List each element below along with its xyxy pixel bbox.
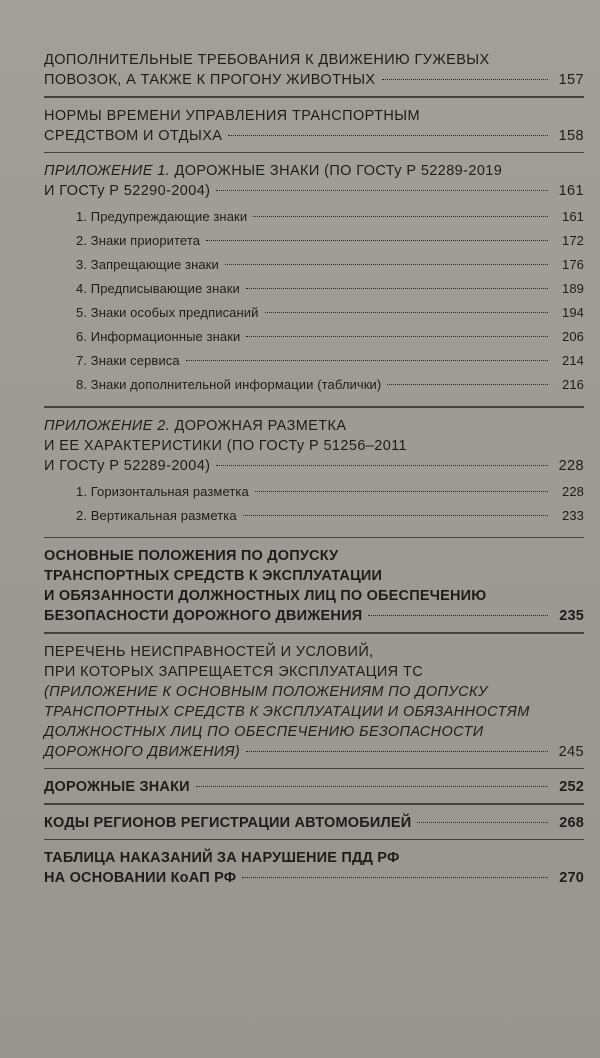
- toc-line: [44, 722, 584, 742]
- toc-subentry: [44, 279, 584, 299]
- toc-entry-title: [44, 777, 190, 797]
- toc-line: [44, 662, 584, 682]
- toc-line: [44, 586, 584, 606]
- toc-entry-title: [44, 722, 484, 742]
- page-number: 228: [558, 457, 584, 474]
- toc-line: [44, 682, 584, 702]
- toc-entry-title: 3. Запрещающие знаки: [76, 257, 219, 272]
- dot-leader: [253, 216, 548, 217]
- toc-entry-title: [44, 50, 490, 70]
- toc-entry: [44, 416, 584, 476]
- dot-leader: [216, 465, 548, 466]
- toc-entry: [44, 642, 584, 762]
- toc-entry: [44, 848, 584, 888]
- toc-line-text: ПЕРЕЧЕНЬ НЕИСПРАВНОСТЕЙ И УСЛОВИЙ,: [44, 643, 374, 660]
- page-number: 268: [559, 814, 584, 831]
- toc-entry-title: 5. Знаки особых предписаний: [76, 305, 259, 320]
- dot-leader: [265, 312, 548, 313]
- table-of-contents: [44, 50, 584, 894]
- page-number: 158: [558, 127, 584, 144]
- page-number: 270: [559, 870, 584, 886]
- toc-line-text: И ЕЕ ХАРАКТЕРИСТИКИ (ПО ГОСТу Р 51256–2011: [44, 437, 408, 454]
- toc-line: [44, 255, 584, 275]
- toc-line: [44, 742, 584, 762]
- toc-line-text: ПРИ КОТОРЫХ ЗАПРЕЩАЕТСЯ ЭКСПЛУАТАЦИЯ ТС: [44, 663, 424, 680]
- toc-line-text: И ГОСТу Р 52290-2004): [44, 183, 211, 199]
- toc-entry-title: [44, 416, 346, 436]
- toc-subentry: [44, 506, 584, 526]
- toc-line: [44, 303, 584, 323]
- toc-line-text: ТАБЛИЦА НАКАЗАНИЙ ЗА НАРУШЕНИЕ ПДД РФ: [44, 850, 400, 866]
- divider-line: [44, 839, 584, 841]
- page-number: 233: [562, 507, 584, 523]
- toc-line: [44, 207, 584, 227]
- toc-line: [44, 161, 584, 181]
- toc-line: [44, 702, 584, 722]
- toc-entry: [44, 161, 584, 201]
- dot-leader: [186, 360, 548, 361]
- toc-subentry: [44, 255, 584, 275]
- toc-entry-title: [44, 813, 411, 833]
- toc-entry-title: 2. Знаки приоритета: [76, 233, 201, 248]
- toc-entry-title: [44, 126, 222, 146]
- appendix-label: ПРИЛОЖЕНИЕ 2.: [44, 417, 171, 434]
- toc-entry: [44, 50, 584, 90]
- toc-line: [44, 436, 584, 456]
- toc-entry-title: [44, 742, 240, 762]
- page-number: 245: [558, 743, 584, 760]
- toc-subentry: [44, 482, 584, 502]
- page-number: 194: [562, 305, 584, 320]
- appendix-label: ПРИЛОЖЕНИЕ 1.: [44, 163, 171, 179]
- toc-line-text: НОРМЫ ВРЕМЕНИ УПРАВЛЕНИЯ ТРАНСПОРТНЫМ: [44, 107, 420, 124]
- toc-entry-title: 1. Предупреждающие знаки: [76, 209, 248, 224]
- toc-line: [44, 416, 584, 436]
- toc-entry-title: 4. Предписывающие знаки: [76, 281, 240, 296]
- dot-leader: [246, 751, 548, 752]
- page-number: 228: [562, 483, 584, 499]
- toc-entry-title: 2. Вертикальная разметка: [76, 507, 237, 523]
- toc-subentry: [44, 303, 584, 323]
- toc-entry-title: [44, 606, 362, 626]
- page-number: 206: [562, 329, 584, 344]
- toc-subentry: [44, 327, 584, 347]
- toc-entry-title: [44, 181, 210, 201]
- toc-line-text: ДОРОЖНАЯ РАЗМЕТКА: [170, 417, 347, 434]
- toc-line: [44, 351, 584, 371]
- dot-leader: [243, 515, 548, 516]
- toc-entry-title: 7. Знаки сервиса: [76, 353, 180, 368]
- page-number: 252: [559, 779, 584, 795]
- toc-entry-title: [44, 586, 486, 606]
- toc-line: [44, 327, 584, 347]
- toc-line: [44, 566, 584, 586]
- toc-line: [44, 456, 584, 476]
- toc-entry-title: [44, 106, 420, 126]
- toc-entry-title: [44, 642, 374, 662]
- toc-line: [44, 279, 584, 299]
- toc-entry-title: [44, 682, 488, 702]
- dot-leader: [225, 264, 548, 265]
- page-number: 161: [558, 183, 584, 199]
- toc-line-text: И ГОСТу Р 52289-2004): [44, 457, 211, 474]
- page-number: 214: [562, 353, 584, 368]
- toc-line-text: ТРАНСПОРТНЫХ СРЕДСТВ К ЭКСПЛУАТАЦИИ И ОБЯЗАННОСТЯМ: [44, 703, 530, 720]
- toc-subentry: [44, 375, 584, 395]
- toc-line: [44, 546, 584, 566]
- toc-entry-title: [44, 70, 376, 90]
- toc-line: [44, 181, 584, 201]
- toc-entry-title: [44, 848, 400, 868]
- toc-line-text: СРЕДСТВОМ И ОТДЫХА: [44, 127, 223, 144]
- page-number: 157: [558, 72, 584, 88]
- toc-line: [44, 848, 584, 868]
- toc-subentry: [44, 207, 584, 227]
- toc-line-text: ДОРОЖНОГО ДВИЖЕНИЯ): [44, 743, 241, 760]
- dot-leader: [206, 240, 548, 241]
- toc-line-text: (ПРИЛОЖЕНИЕ К ОСНОВНЫМ ПОЛОЖЕНИЯМ ПО ДОПУСКУ: [44, 683, 488, 700]
- page-number: 216: [562, 377, 584, 392]
- toc-entry-title: [44, 456, 210, 476]
- toc-line: [44, 70, 584, 90]
- toc-line: [44, 506, 584, 526]
- toc-subentry: [44, 351, 584, 371]
- toc-line-text: ДОРОЖНЫЕ ЗНАКИ: [44, 779, 190, 795]
- divider-line: [44, 406, 584, 408]
- toc-line-text: ТРАНСПОРТНЫХ СРЕДСТВ К ЭКСПЛУАТАЦИИ: [44, 568, 383, 584]
- toc-entry: [44, 813, 584, 833]
- toc-line-text: ОСНОВНЫЕ ПОЛОЖЕНИЯ ПО ДОПУСКУ: [44, 548, 339, 564]
- toc-entry-title: [44, 662, 423, 682]
- page-number: 235: [559, 608, 584, 624]
- page-number: 189: [562, 281, 584, 296]
- toc-entry-title: [44, 161, 502, 181]
- toc-entry-title: [44, 546, 338, 566]
- toc-line-text: ДОРОЖНЫЕ ЗНАКИ (ПО ГОСТу Р 52289-2019: [170, 163, 503, 179]
- toc-entry-title: [44, 868, 236, 888]
- divider-line: [44, 152, 584, 154]
- toc-line-text: БЕЗОПАСНОСТИ ДОРОЖНОГО ДВИЖЕНИЯ: [44, 608, 363, 624]
- dot-leader: [242, 877, 548, 878]
- toc-line: [44, 777, 584, 797]
- page-number: 176: [562, 257, 584, 272]
- dot-leader: [382, 79, 549, 80]
- toc-entry-title: [44, 702, 530, 722]
- toc-entry-title: 1. Горизонтальная разметка: [76, 483, 249, 499]
- toc-line: [44, 231, 584, 251]
- toc-line: [44, 375, 584, 395]
- dot-leader: [368, 615, 548, 616]
- toc-line: [44, 813, 584, 833]
- toc-entry: [44, 546, 584, 626]
- page-number: 161: [562, 209, 584, 224]
- divider-line: [44, 537, 584, 539]
- divider-line: [44, 632, 584, 634]
- toc-entry-title: 6. Информационные знаки: [76, 329, 241, 344]
- divider-line: [44, 803, 584, 805]
- toc-line: [44, 50, 584, 70]
- toc-line: [44, 482, 584, 502]
- toc-line-text: ДОЛЖНОСТНЫХ ЛИЦ ПО ОБЕСПЕЧЕНИЮ БЕЗОПАСНОСТИ: [44, 723, 484, 740]
- dot-leader: [216, 190, 548, 191]
- divider-line: [44, 96, 584, 98]
- toc-line: [44, 606, 584, 626]
- dot-leader: [255, 491, 548, 492]
- toc-line-text: ДОПОЛНИТЕЛЬНЫЕ ТРЕБОВАНИЯ К ДВИЖЕНИЮ ГУЖЕВЫХ: [44, 52, 490, 68]
- dot-leader: [387, 384, 548, 385]
- toc-line: [44, 868, 584, 888]
- dot-leader: [246, 288, 548, 289]
- toc-line-text: ПОВОЗОК, А ТАКЖЕ К ПРОГОНУ ЖИВОТНЫХ: [44, 72, 376, 88]
- dot-leader: [196, 786, 548, 787]
- toc-line: [44, 642, 584, 662]
- toc-line-text: И ОБЯЗАННОСТИ ДОЛЖНОСТНЫХ ЛИЦ ПО ОБЕСПЕЧЕНИЮ: [44, 588, 487, 604]
- toc-entry-title: [44, 566, 382, 586]
- toc-line-text: НА ОСНОВАНИИ КоАП РФ: [44, 870, 237, 886]
- dot-leader: [228, 135, 548, 136]
- toc-line-text: КОДЫ РЕГИОНОВ РЕГИСТРАЦИИ АВТОМОБИЛЕЙ: [44, 814, 412, 831]
- toc-entry: [44, 106, 584, 146]
- toc-entry-title: 8. Знаки дополнительной информации (таблички): [76, 377, 382, 392]
- toc-subentry: [44, 231, 584, 251]
- toc-entry: [44, 777, 584, 797]
- page-number: 172: [562, 233, 584, 248]
- dot-leader: [417, 822, 548, 823]
- toc-entry-title: [44, 436, 407, 456]
- divider-line: [44, 768, 584, 770]
- dot-leader: [246, 336, 548, 337]
- toc-line: [44, 126, 584, 146]
- toc-line: [44, 106, 584, 126]
